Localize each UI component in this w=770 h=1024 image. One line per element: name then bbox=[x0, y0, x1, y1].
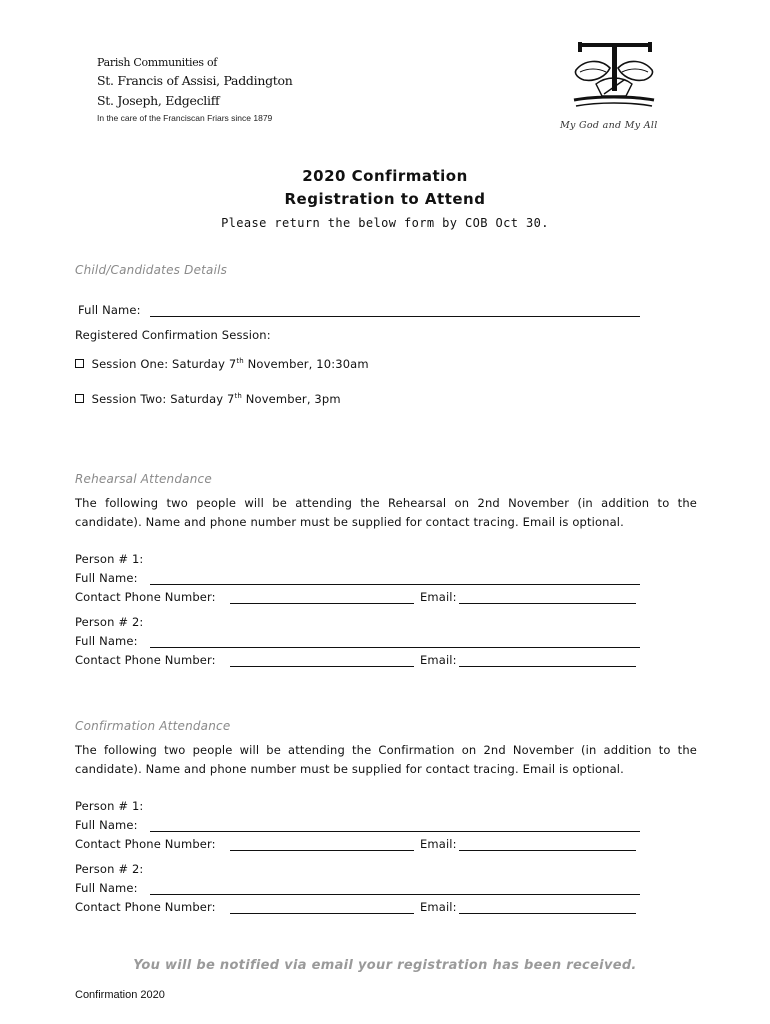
rehearsal-person2-email-field[interactable] bbox=[459, 654, 636, 667]
parish-heading: Parish Communities of bbox=[97, 56, 218, 69]
confirmation-person2-name-field[interactable] bbox=[150, 882, 640, 895]
candidate-full-name-label: Full Name: bbox=[78, 303, 141, 317]
rehearsal-person2-phone-label: Contact Phone Number: bbox=[75, 653, 216, 667]
confirmation-paragraph: The following two people will be attending the Confirmation on 2nd November (in addition to the candidate). Name and phone number must be supplied for contact tracing. Email is optional. bbox=[75, 743, 697, 776]
confirmation-person1-email-label: Email: bbox=[420, 837, 457, 851]
session-two-sup: th bbox=[234, 392, 242, 400]
notification-notice: You will be notified via email your registration has been received. bbox=[133, 958, 637, 973]
rehearsal-person2-name-field[interactable] bbox=[150, 635, 640, 648]
page-title: 2020 Confirmation bbox=[302, 167, 468, 185]
rehearsal-person1-name-label: Full Name: bbox=[75, 571, 138, 585]
confirmation-person1-phone-label: Contact Phone Number: bbox=[75, 837, 216, 851]
confirmation-section-heading: Confirmation Attendance bbox=[75, 719, 231, 733]
session-one-text-b: November, 10:30am bbox=[243, 357, 369, 371]
confirmation-person2-label: Person # 2: bbox=[75, 862, 144, 876]
rehearsal-person1-label: Person # 1: bbox=[75, 552, 144, 566]
page-footer: Confirmation 2020 bbox=[75, 989, 165, 1001]
confirmation-person2-email-label: Email: bbox=[420, 900, 457, 914]
parish-name-edgecliff: St. Joseph, Edgecliff bbox=[97, 93, 220, 108]
rehearsal-person2-name-label: Full Name: bbox=[75, 634, 138, 648]
parish-tagline: In the care of the Franciscan Friars since 1879 bbox=[97, 113, 273, 123]
confirmation-person1-name-label: Full Name: bbox=[75, 818, 138, 832]
candidate-full-name-field[interactable] bbox=[150, 304, 640, 317]
rehearsal-section-heading: Rehearsal Attendance bbox=[75, 472, 212, 486]
page-subtitle: Registration to Attend bbox=[284, 190, 486, 208]
confirmation-person2-email-field[interactable] bbox=[459, 901, 636, 914]
session-two-checkbox[interactable] bbox=[75, 394, 84, 403]
session-two-option[interactable] bbox=[75, 392, 341, 406]
session-two-text-b: November, 3pm bbox=[241, 392, 341, 406]
session-label: Registered Confirmation Session: bbox=[75, 328, 271, 342]
confirmation-person2-phone-label: Contact Phone Number: bbox=[75, 900, 216, 914]
session-two-text-a: Session Two: Saturday 7 bbox=[91, 392, 235, 406]
rehearsal-person2-phone-field[interactable] bbox=[230, 654, 414, 667]
rehearsal-person2-email-label: Email: bbox=[420, 653, 457, 667]
rehearsal-person1-phone-label: Contact Phone Number: bbox=[75, 590, 216, 604]
rehearsal-paragraph: The following two people will be attending the Rehearsal on 2nd November (in addition to the candidate). Name and phone number must be supplied for contact tracing. Email is optional. bbox=[75, 496, 697, 529]
session-one-option[interactable] bbox=[75, 357, 369, 371]
rehearsal-person1-email-field[interactable] bbox=[459, 591, 636, 604]
rehearsal-person1-email-label: Email: bbox=[420, 590, 457, 604]
rehearsal-person2-label: Person # 2: bbox=[75, 615, 144, 629]
candidate-section-heading: Child/Candidates Details bbox=[75, 263, 228, 277]
session-one-checkbox[interactable] bbox=[75, 359, 84, 368]
confirmation-person2-name-label: Full Name: bbox=[75, 881, 138, 895]
franciscan-cross-emblem-icon bbox=[566, 40, 662, 112]
confirmation-person1-name-field[interactable] bbox=[150, 819, 640, 832]
confirmation-person1-email-field[interactable] bbox=[459, 838, 636, 851]
rehearsal-person1-name-field[interactable] bbox=[150, 572, 640, 585]
rehearsal-person1-phone-field[interactable] bbox=[230, 591, 414, 604]
session-one-text-a: Session One: Saturday 7 bbox=[91, 357, 237, 371]
session-one-sup: th bbox=[236, 357, 244, 365]
confirmation-person1-phone-field[interactable] bbox=[230, 838, 414, 851]
confirmation-person2-phone-field[interactable] bbox=[230, 901, 414, 914]
parish-name-paddington: St. Francis of Assisi, Paddington bbox=[97, 73, 293, 88]
motto: My God and My All bbox=[560, 120, 658, 131]
confirmation-person1-label: Person # 1: bbox=[75, 799, 144, 813]
return-instruction: Please return the below form by COB Oct 30. bbox=[221, 216, 549, 230]
